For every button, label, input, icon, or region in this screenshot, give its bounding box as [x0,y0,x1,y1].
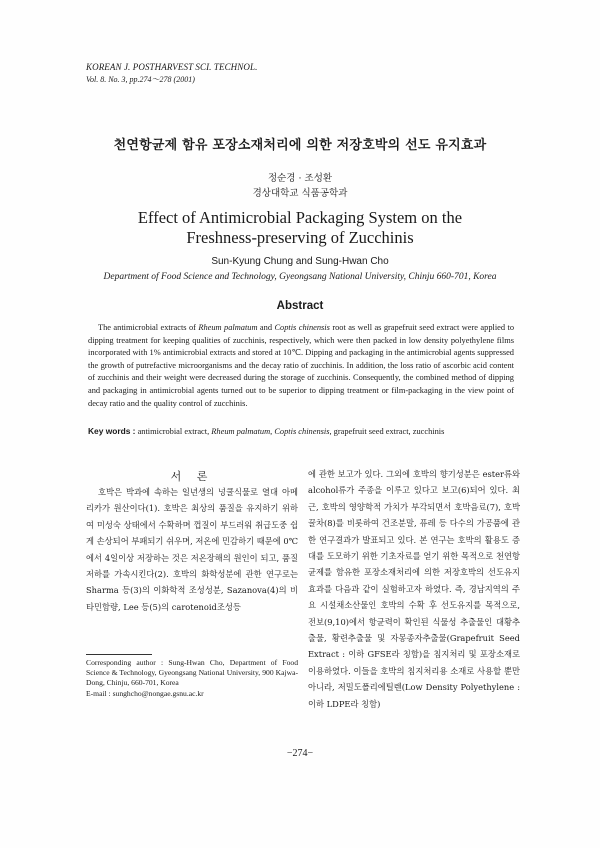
body-paragraph: 에 관한 보고가 있다. 그외에 호박의 향기성분은 ester류와 alcohol류가 주종을 이루고 있다고 보고(6)되어 있다. 최근, 호박의 영양학적 가치가 부각되면서 호박음료(7), 호박꿀차(8)를 비롯하여 건조분말, 퓨레 등 다수의 가공품에 관한 연구결과가 발표되고 있다. 본 연구는 호박의 활용도 증대를 도모하기 위한 기초자료를 얻기 위한 목적으로 천연항균제를 함유한 포장소재처리에 의한 저장호박의 선도유지효과를 다음과 같이 실험하고자 하였다. 즉, 경남지역의 주요 시설채소산물인 호박의 수확 후 선도유지를 목적으로, 전보(9,10)에서 항균력이 확인된 식물성 추출물인 대황추출물, 황련추출물 및 자몽종자추출물(Grapefruit Seed Extract : 이하 GFSE라 칭함)을 침지처리 및 포장소재로 이용하였다. 이들을 호박의 침지처리용 소재로 사용할 뿐만아니라, 저밀도폴리에틸렌(Low Density Polyethylene : 이하 LDPE라 칭함) [308,469,520,709]
footnote-divider [86,654,152,655]
keywords-part: , grapefruit seed extract, zucchinis [329,427,445,436]
section-heading-introduction: 서 론 [170,470,214,483]
body-paragraph: 호박은 박과에 속하는 일년생의 넝쿨식물로 열대 아메리카가 원산이다(1). 호박은 최상의 품질을 유지하기 위하여 미성숙 상태에서 수확하며 껍질이 부드러워 취급도중 쉽게 손상되어 부패되기 쉬우며, 저온에 민감하기 때문에 0℃에서 4일이상 저장하는 것은 저온장해의 원인이 되고, 품질저하를 가속시킨다(2). 호박의 화학성분에 관한 연구로는 Sharma 등(3)의 이화학적 조성성분, Sazanova(4)의 비타민함량, Lee 등(5)의 carotenoid조성등 [86,487,298,612]
english-title-line2: Freshness-preserving of Zucchinis [186,228,414,247]
keywords-species: Coptis chinensis [274,427,330,436]
page-number: −274− [286,748,314,759]
body-column-left [86,484,298,615]
abstract-heading: Abstract [276,300,324,312]
keywords-species: Rheum palmatum [211,427,271,436]
footnote [86,658,298,699]
keywords-part: , [270,427,275,436]
keywords [88,426,518,436]
footnote-email: E-mail : sunghcho@nongae.gsnu.ac.kr [86,688,204,698]
english-title [0,208,600,248]
journal-volume: Vol. 8. No. 3, pp.274～278 (2001) [86,75,195,84]
abstract-part: The antimicrobial extracts of [98,323,199,332]
footnote-author: Corresponding author : Sung-Hwan Cho, Department of Food Science & Technology, Gyeongsang National University, 900 Kajwa-Dong, Chinju, 660-701, Korea [86,658,298,688]
english-authors: Sun-Kyung Chung and Sung-Hwan Cho [211,256,389,267]
abstract-part: and [257,323,275,332]
keywords-part: antimicrobial extract, [135,427,212,436]
korean-affiliation: 경상대학교 식품공학과 [252,188,348,199]
abstract-species: Coptis chinensis [274,323,330,332]
english-title-line1: Effect of Antimicrobial Packaging System on the [137,208,463,227]
english-affiliation: Department of Food Science and Technology, Gyeongsang National University, Chinju 660-701, Korea [103,272,497,282]
abstract-part: root as well as grapefruit seed extract were applied to dipping treatment for keeping qualities of zucchinis, respectively, which were then packed in low density polyethylene films incorporated with 1% antimicrobial extracts and stored at 10℃. Dipping and packaging in the antimicrobial agents suppressed the growth of putrefactive microorganisms and the decay ratio of zucchinis. In addition, the loss ratio of ascorbic acid content of zucchinis and their weight were decreased during the storage of zucchinis. Consequently, the combined method of dipping and packaging in antimicrobial agents turned out to be superior to dipping treatment or film-packaging in the view point of decay ratio and the quality control of zucchinis. [88,323,515,408]
body-column-right [308,466,520,712]
keywords-label: Key words : [88,426,136,436]
korean-title: 천연항균제 함유 포장소재처리에 의한 저장호박의 선도 유지효과 [113,138,487,153]
korean-authors: 정순경 · 조성환 [267,173,333,184]
abstract-species: Rheum palmatum [198,323,258,332]
journal-name: KOREAN J. POSTHARVEST SCI. TECHNOL. [86,62,258,72]
abstract-text [88,322,514,410]
